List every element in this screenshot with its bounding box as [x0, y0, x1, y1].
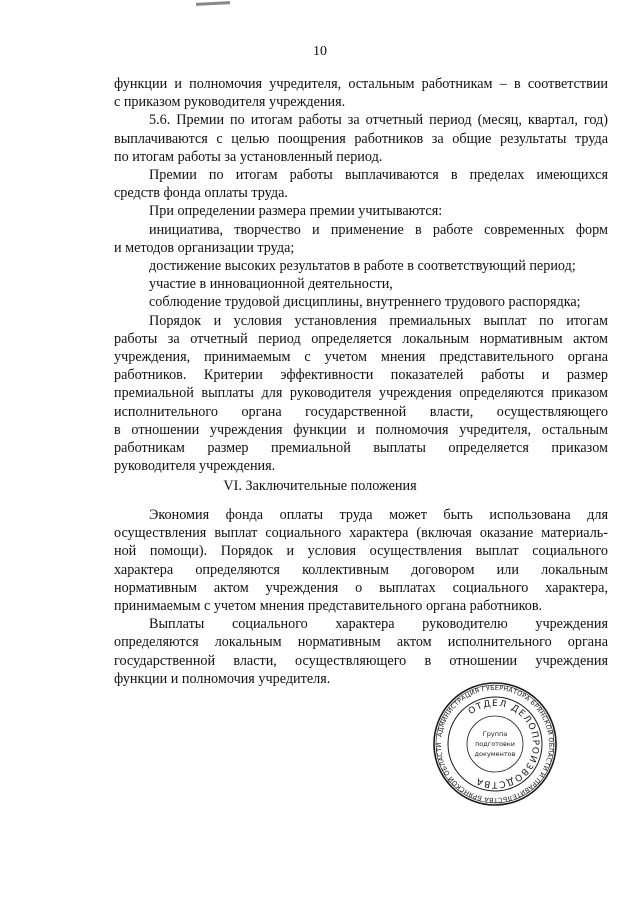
text-line: определяются локальным нормативным актом исполнительного органа: [114, 634, 608, 651]
text-line: в отношении учреждения функции и полномочия учредителя, остальным: [114, 421, 608, 438]
text-line: исполнительного органа государственной власти, осуществляющего: [114, 403, 608, 420]
scan-artifact: [196, 1, 230, 6]
text-line: учреждения, принимаемым с учетом мнения представительного органа: [114, 349, 608, 366]
official-stamp: [432, 681, 558, 807]
body-section-2: [114, 506, 608, 688]
text-line: участие в инновационной деятельности,: [149, 276, 393, 293]
stamp-outer-text: АДМИНИСТРАЦИЯ ГУБЕРНАТОРА БРЯНСКОЙ ОБЛАСТИ И ПРАВИТЕЛЬСТВА БРЯНСКОЙ ОБЛАСТИ: [434, 683, 556, 805]
text-line: функции и полномочия учредителя, остальным работникам – в соответствии: [114, 76, 608, 92]
stamp-center-line-1: Группа: [482, 730, 508, 738]
text-line: функции и полномочия учредителя.: [114, 670, 331, 687]
text-line: достижение высоких результатов в работе в соответствующий период;: [149, 258, 576, 275]
page-number: 10: [313, 44, 327, 59]
text-line: 5.6. Премии по итогам работы за отчетный период (месяц, квартал, год): [149, 112, 608, 129]
text-line: Выплаты социального характера руководителю учреждения: [149, 616, 608, 633]
text-line: При определении размера премии учитываются:: [149, 203, 443, 220]
stamp-center-line-3: документов: [474, 750, 516, 758]
text-line: характера определяются коллективным договором или локальным: [114, 561, 608, 578]
text-line: средств фонда оплаты труда.: [114, 185, 288, 202]
text-line: Порядок и условия установления премиальных выплат по итогам: [149, 312, 608, 329]
stamp-center-line-2: подготовки: [475, 740, 515, 748]
text-line: руководителя учреждения.: [114, 458, 276, 475]
text-line: государственной власти, осуществляющего в отношении учреждения: [114, 652, 608, 669]
text-line: нормативным актом учреждения о выплатах социального характера,: [114, 579, 608, 596]
text-line: по итогам работы за установленный период.: [114, 148, 383, 165]
text-line: осуществления выплат социального характера (включая оказание материаль-: [114, 525, 608, 542]
text-line: соблюдение трудовой дисциплины, внутреннего трудового распорядка;: [149, 294, 581, 311]
text-line: премиальной выплаты для руководителя учреждения определяются приказом: [114, 385, 608, 402]
text-line: с приказом руководителя учреждения.: [114, 94, 346, 111]
text-line: инициатива, творчество и применение в работе современных форм: [149, 221, 608, 238]
text-line: принимаемым с учетом мнения представительного органа работников.: [114, 598, 543, 615]
text-line: работы за отчетный период определяется локальным нормативным актом: [114, 330, 608, 347]
stamp-inner-text: ОТДЕЛ ДЕЛОПРОИЗВОДСТВА: [466, 698, 541, 790]
text-line: выплачиваются с целью поощрения работников за общие результаты труда: [114, 130, 608, 147]
text-line: Премии по итогам работы выплачиваются в пределах имеющихся: [149, 167, 608, 184]
section-heading: VI. Заключительные положения: [223, 478, 417, 494]
text-line: работникам размер премиальной выплаты определяется приказом: [114, 440, 608, 457]
body-section-1: [114, 75, 608, 475]
text-line: и методов организации труда;: [114, 239, 295, 256]
text-line: работников. Критерии эффективности показателей работы и размер: [114, 367, 608, 384]
text-line: Экономия фонда оплаты труда может быть использована для: [149, 507, 608, 523]
text-line: ной помощи). Порядок и условия осуществления выплат социального: [114, 543, 608, 560]
